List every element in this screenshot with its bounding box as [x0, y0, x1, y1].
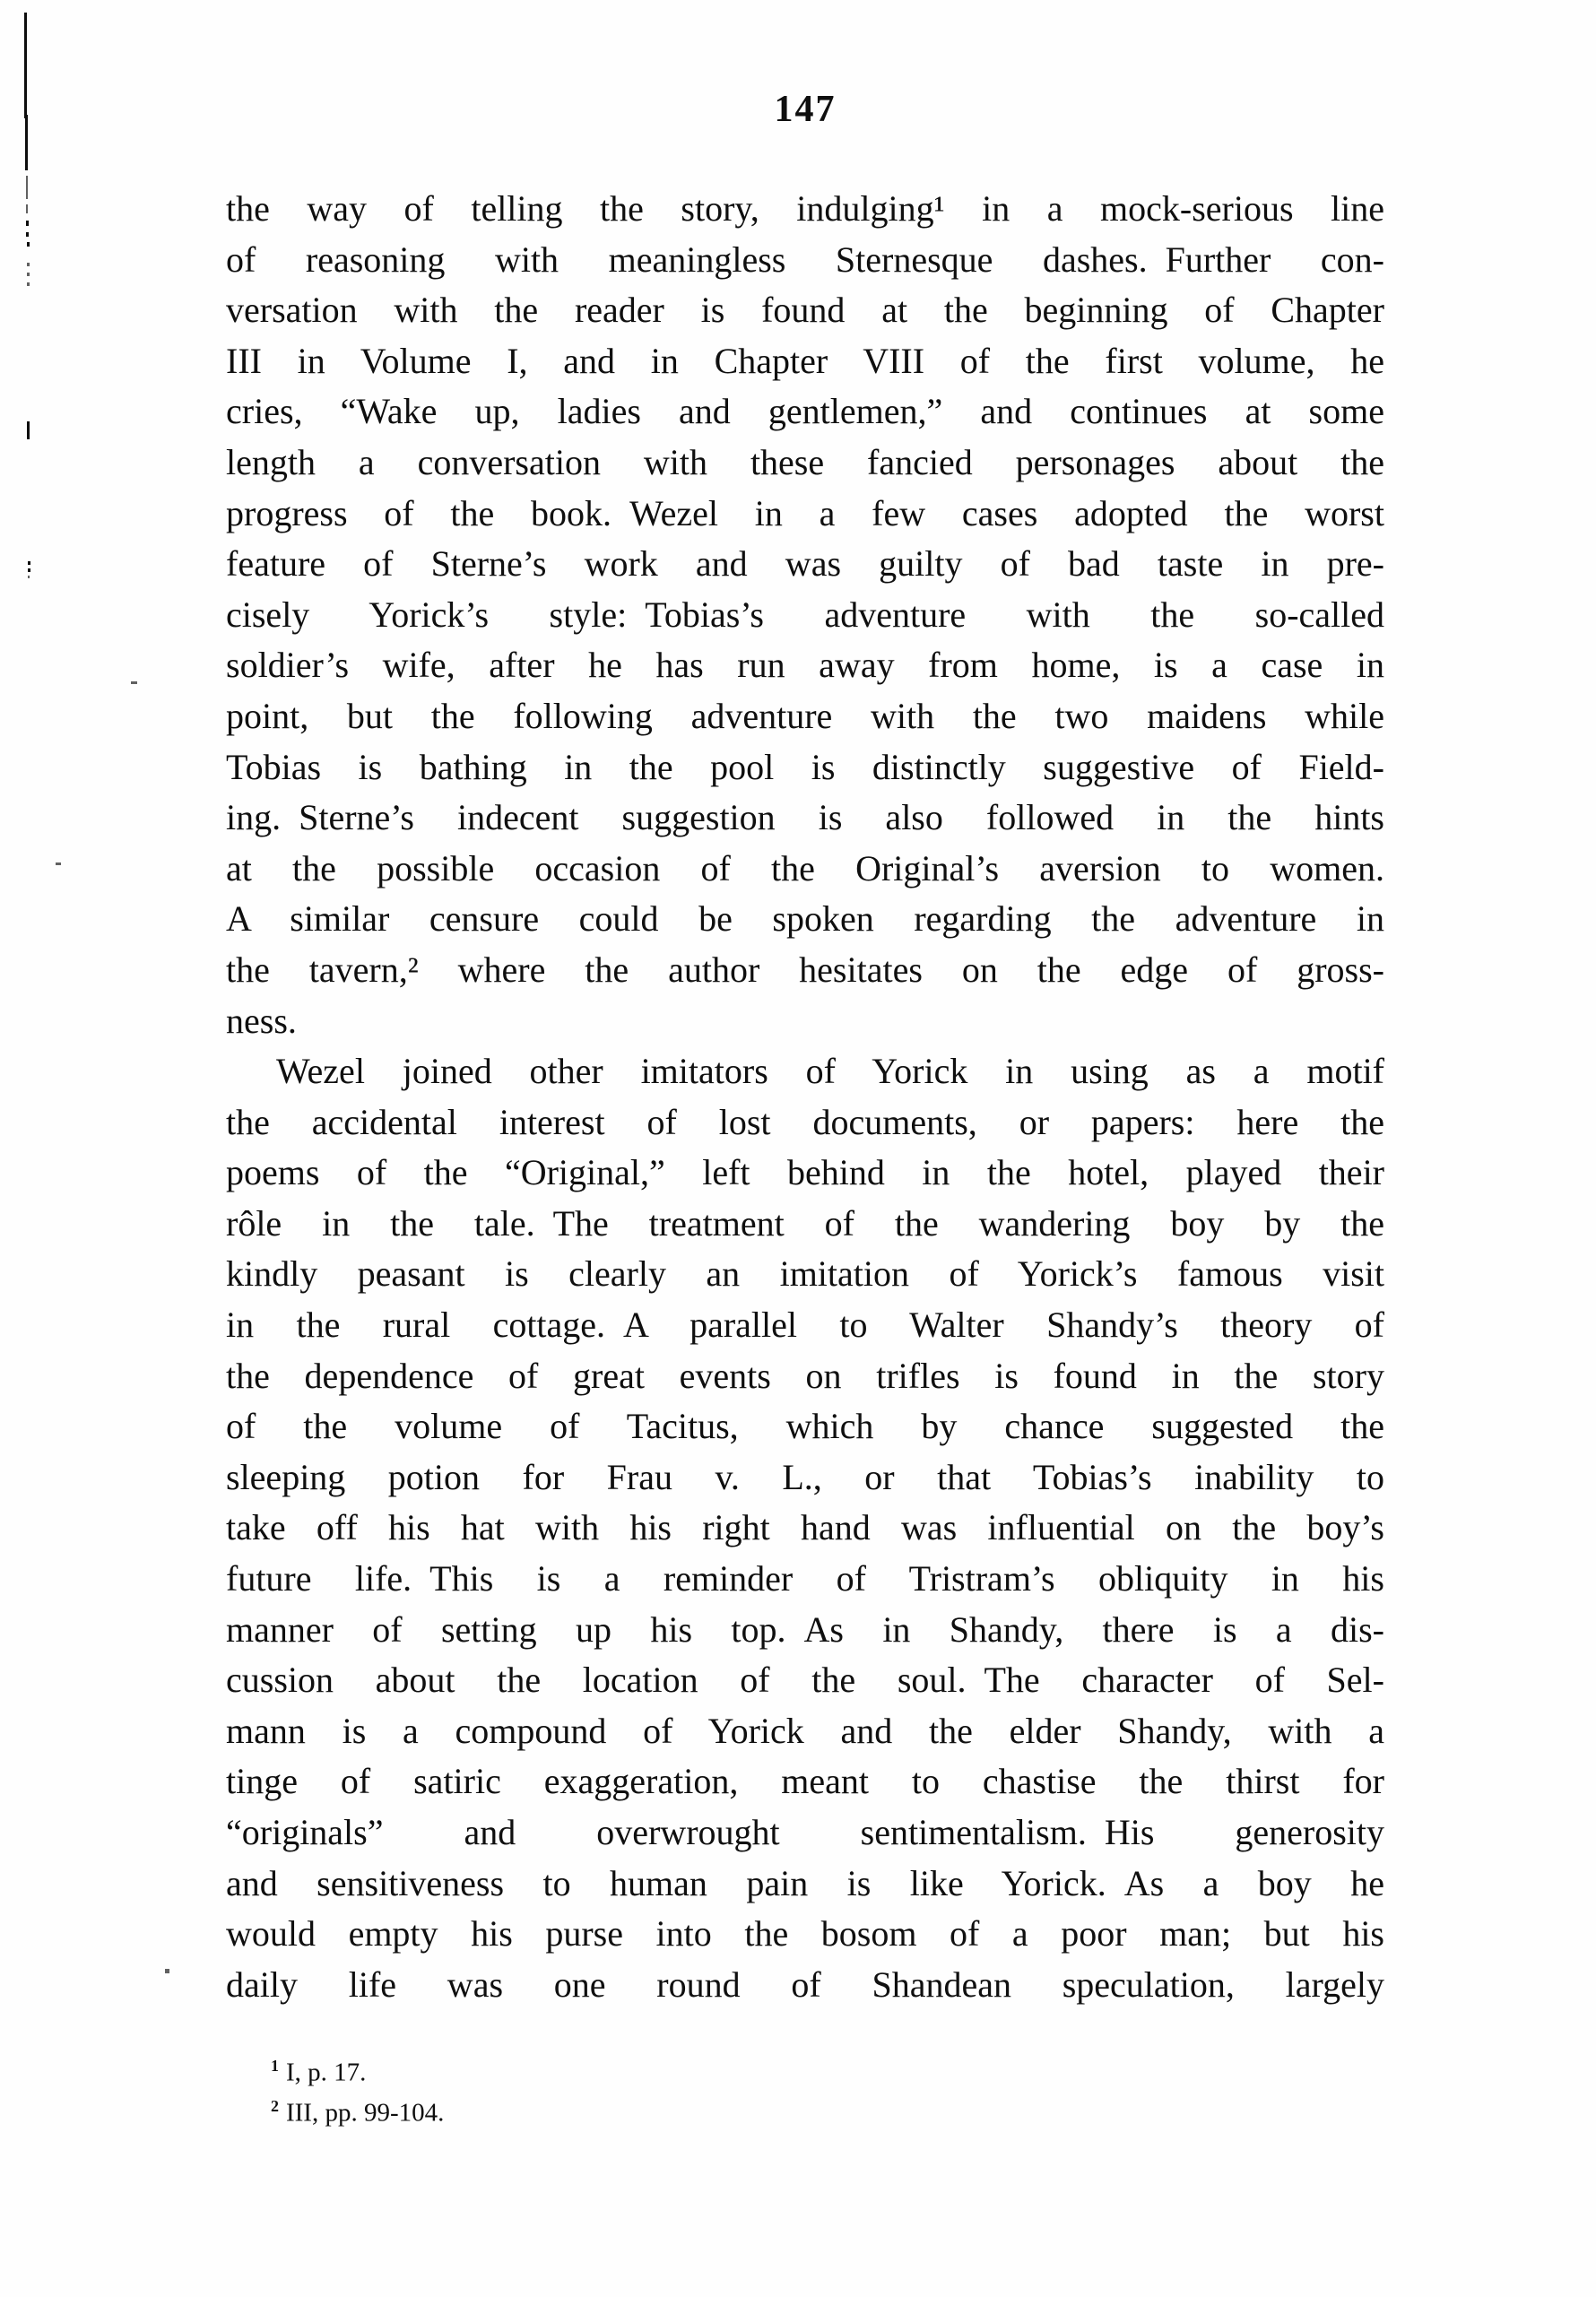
text-line: feature of Sterne’s work and was guilty of bad taste in pre- — [226, 543, 1384, 585]
scan-speck — [27, 421, 30, 439]
body-text — [226, 184, 1384, 2010]
text-line: ing. Sterne’s indecent suggestion is also followed in the hints — [226, 797, 1384, 838]
text-line: cussion about the location of the soul. The character of Sel- — [226, 1660, 1384, 1701]
text-line: Wezel joined other imitators of Yorick in using as a motif — [276, 1051, 1384, 1092]
footnote-2 — [271, 2086, 444, 2127]
footnote-text: III, pp. 99-104. — [285, 2098, 445, 2128]
page-number: 147 — [774, 89, 837, 130]
scan-speck — [27, 242, 30, 247]
text-line: take off his hat with his right hand was influential on the boy’s — [226, 1507, 1384, 1548]
text-line: poems of the “Original,” left behind in the hotel, played their — [226, 1152, 1384, 1193]
footnote-text: I, p. 17. — [285, 2058, 367, 2087]
text-line: in the rural cottage. A parallel to Walter Shandy’s theory of — [226, 1305, 1384, 1346]
scan-speck — [26, 204, 28, 213]
text-line: cisely Yorick’s style: Tobias’s adventure with the so-called — [226, 594, 1384, 635]
text-line: versation with the reader is found at the beginning of Chapter — [226, 290, 1384, 331]
footnotes — [271, 2046, 444, 2127]
text-line: soldier’s wife, after he has run away from home, is a case in — [226, 645, 1384, 686]
scan-speck — [28, 568, 30, 572]
scan-edge-line — [24, 13, 27, 118]
text-line: of the volume of Tacitus, which by chance suggested the — [226, 1406, 1384, 1447]
footnote-marker: 2 — [271, 2097, 279, 2115]
scan-speck — [28, 561, 30, 565]
text-line: at the possible occasion of the Original’s aversion to women. — [226, 847, 1384, 888]
text-line: tinge of satiric exaggeration, meant to chastise the thirst for — [226, 1761, 1384, 1802]
text-line: would empty his purse into the bosom of a poor man; but his — [226, 1913, 1384, 1955]
text-line: ness. — [226, 1000, 297, 1041]
scan-speck — [27, 263, 30, 266]
text-line: kindly peasant is clearly an imitation of Yorick’s famous visit — [226, 1253, 1384, 1295]
text-line: the dependence of great events on trifles is found in the story — [226, 1355, 1384, 1396]
text-line: “originals” and overwrought sentimentalism. His generosity — [226, 1812, 1384, 1852]
text-line: manner of setting up his top. As in Shandy, there is a dis- — [226, 1608, 1384, 1650]
text-line: rôle in the tale. The treatment of the wandering boy by the — [226, 1202, 1384, 1244]
scan-edge-line — [25, 115, 28, 170]
footnote-1 — [271, 2046, 444, 2086]
text-line: the accidental interest of lost documents, or papers: here the — [226, 1101, 1384, 1142]
text-line: Tobias is bathing in the pool is distinctly suggestive of Field- — [226, 746, 1384, 787]
text-line: sleeping potion for Frau v. L., or that Tobias’s inability to — [226, 1456, 1384, 1497]
scan-speck — [131, 681, 137, 684]
text-line: A similar censure could be spoken regarding the adventure in — [226, 898, 1384, 940]
scan-speck — [26, 232, 29, 237]
scan-speck — [165, 1969, 169, 1973]
scan-speck — [27, 282, 30, 286]
text-line: cries, “Wake up, ladies and gentlemen,” and continues at some — [226, 391, 1384, 432]
footnote-marker: 1 — [271, 2057, 279, 2075]
text-line: future life. This is a reminder of Tristram’s obliquity in his — [226, 1558, 1384, 1599]
text-line: length a conversation with these fancied personages about the — [226, 441, 1384, 482]
text-line: and sensitiveness to human pain is like Yorick. As a boy he — [226, 1862, 1384, 1903]
text-line: III in Volume I, and in Chapter VIII of the first volume, he — [226, 340, 1384, 381]
text-line: of reasoning with meaningless Sternesque dashes. Further con- — [226, 238, 1384, 280]
scan-speck — [56, 862, 61, 865]
text-line: progress of the book. Wezel in a few cases adopted the worst — [226, 492, 1384, 533]
scan-speck — [26, 221, 29, 226]
scan-speck — [27, 273, 30, 276]
text-line: the way of telling the story, indulging¹ in a mock-serious line — [226, 188, 1384, 229]
text-line: mann is a compound of Yorick and the elder Shandy, with a — [226, 1710, 1384, 1751]
text-line: daily life was one round of Shandean speculation, largely — [226, 1963, 1384, 2005]
text-line: the tavern,² where the author hesitates on the edge of gross- — [226, 949, 1384, 990]
scan-edge-line — [26, 176, 28, 199]
text-line: point, but the following adventure with the two maidens while — [226, 695, 1384, 736]
scan-speck — [28, 576, 30, 578]
